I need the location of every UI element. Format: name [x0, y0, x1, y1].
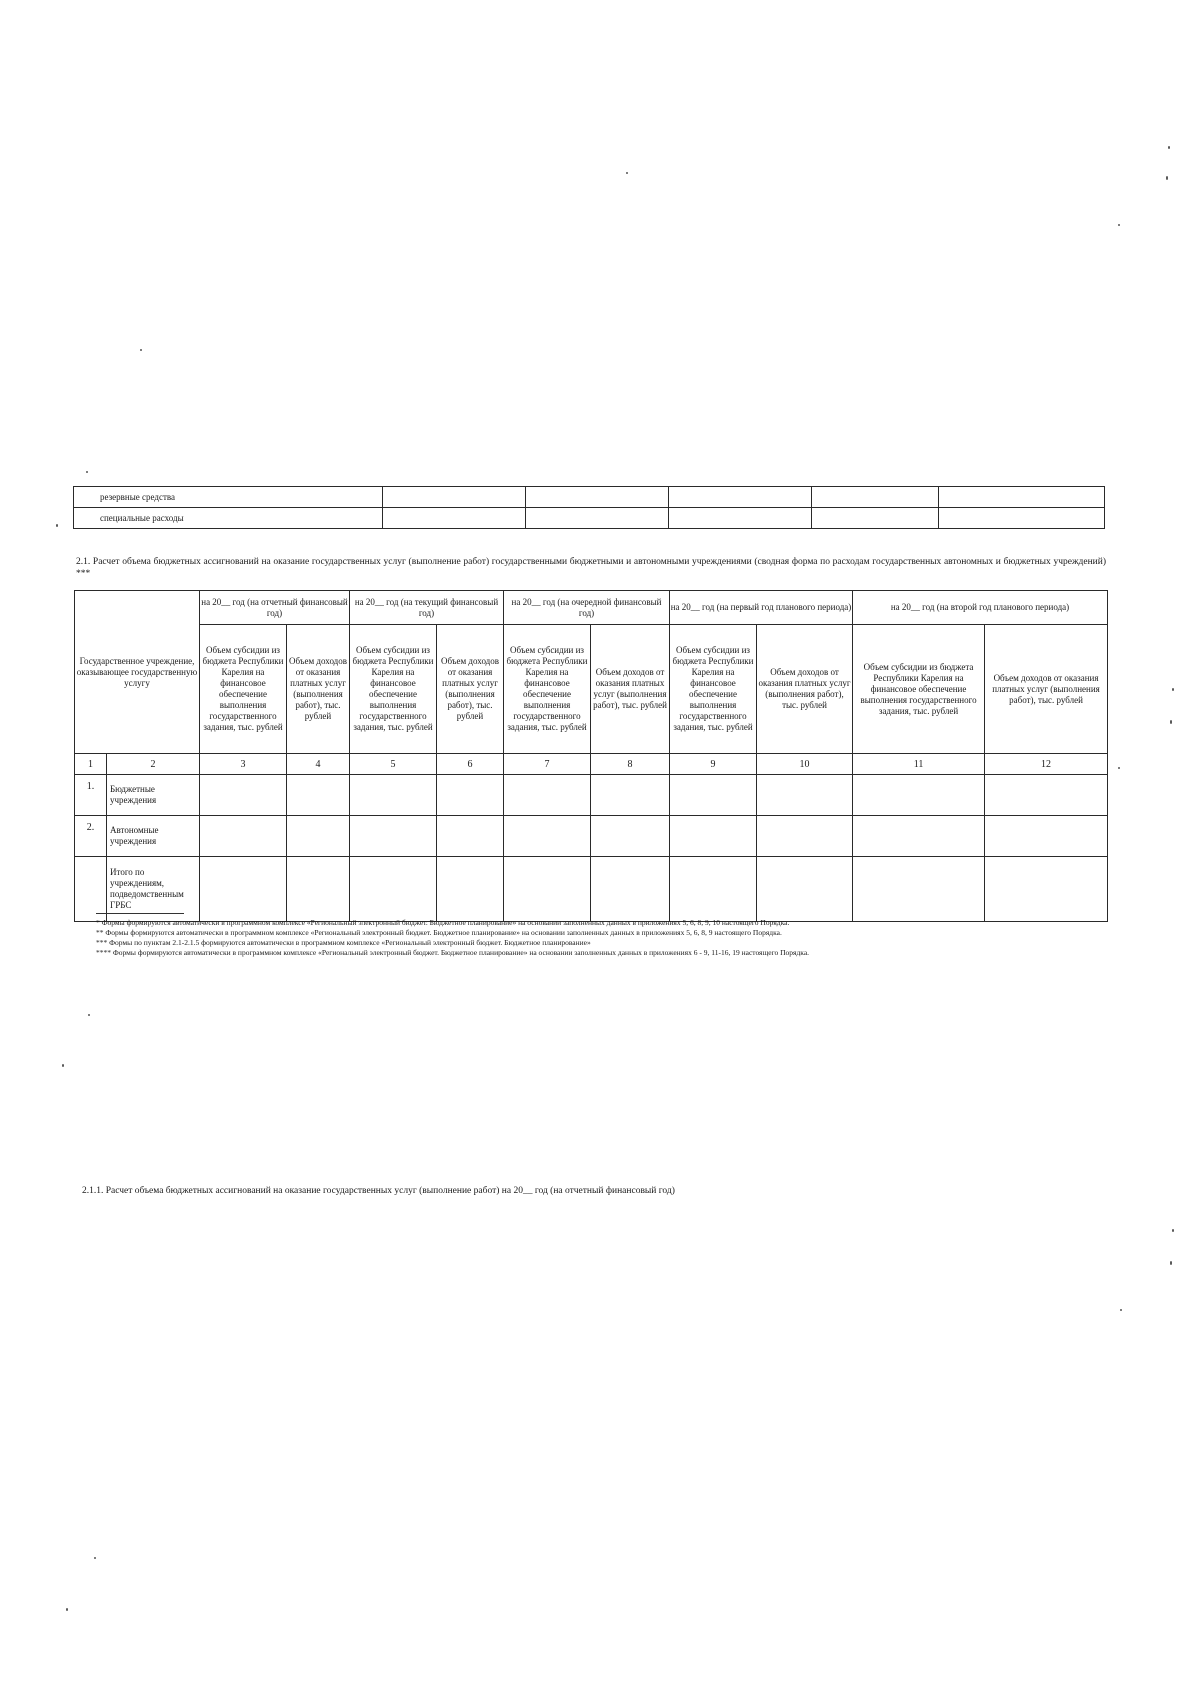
column-number: 2: [107, 754, 200, 775]
period-header: на 20__ год (на очередной финансовый год): [504, 591, 670, 625]
data-cell: [591, 857, 670, 922]
data-cell: [670, 775, 757, 816]
column-header: Объем субсидии из бюджета Республики Карелия на финансовое обеспечение выполнения государственного задания, тыс. рублей: [504, 625, 591, 754]
data-cell: [350, 775, 437, 816]
table-row: [74, 508, 1105, 529]
data-cell: [350, 857, 437, 922]
scan-speck: [140, 349, 142, 351]
row-label: специальные расходы: [74, 508, 383, 529]
period-header: на 20__ год (на первый год планового периода): [670, 591, 853, 625]
corner-header: Государственное учреждение, оказывающее государственную услугу: [75, 591, 200, 754]
data-cell: [504, 816, 591, 857]
footnotes: [96, 918, 809, 958]
data-cell: [200, 816, 287, 857]
data-cell: [853, 775, 985, 816]
row-number: 2.: [75, 816, 107, 857]
column-header: Объем субсидии из бюджета Республики Карелия на финансовое обеспечение выполнения государственного задания, тыс. рублей: [853, 625, 985, 754]
scan-speck: [1170, 720, 1172, 724]
scan-speck: [1172, 1229, 1174, 1232]
data-cell: [670, 816, 757, 857]
row-label: резервные средства: [74, 487, 383, 508]
empty-cell: [812, 508, 939, 529]
data-cell: [853, 816, 985, 857]
data-cell: [437, 775, 504, 816]
column-number: 9: [670, 754, 757, 775]
data-cell: [287, 816, 350, 857]
column-number: 5: [350, 754, 437, 775]
scan-speck: [1170, 1261, 1172, 1265]
scan-speck: [88, 1014, 90, 1016]
empty-cell: [939, 487, 1105, 508]
scan-speck: [1168, 146, 1170, 149]
scan-speck: [1172, 688, 1174, 691]
column-number: 7: [504, 754, 591, 775]
empty-cell: [669, 487, 812, 508]
data-cell: [757, 816, 853, 857]
period-header: на 20__ год (на текущий финансовый год): [350, 591, 504, 625]
period-header: на 20__ год (на отчетный финансовый год): [200, 591, 350, 625]
column-number: 11: [853, 754, 985, 775]
row-label: Итого по учреждениям, подведомственным ГРБС: [107, 857, 200, 922]
column-number: 12: [985, 754, 1108, 775]
column-number: 4: [287, 754, 350, 775]
row-number: [75, 857, 107, 922]
table-subheader-row: [75, 625, 1108, 754]
section-title: 2.1. Расчет объема бюджетных ассигнований на оказание государственных услуг (выполнение работ) государственными бюджетными и автономными учреждениями (сводная форма по расходам государственных автономных и бюджетных учреждений) ***: [76, 557, 1106, 579]
data-cell: [757, 857, 853, 922]
data-cell: [853, 857, 985, 922]
scan-speck: [1118, 767, 1120, 769]
column-number: 10: [757, 754, 853, 775]
data-cell: [200, 857, 287, 922]
scan-speck: [56, 524, 58, 527]
table-row: [75, 857, 1108, 922]
column-header: Объем субсидии из бюджета Республики Карелия на финансовое обеспечение выполнения государственного задания, тыс. рублей: [350, 625, 437, 754]
column-header: Объем доходов от оказания платных услуг (выполнения работ), тыс. рублей: [437, 625, 504, 754]
scan-speck: [66, 1608, 68, 1611]
column-header: Объем субсидии из бюджета Республики Карелия на финансовое обеспечение выполнения государственного задания, тыс. рублей: [670, 625, 757, 754]
data-cell: [437, 816, 504, 857]
column-header: Объем доходов от оказания платных услуг (выполнения работ), тыс. рублей: [287, 625, 350, 754]
subsection-title: 2.1.1. Расчет объема бюджетных ассигнований на оказание государственных услуг (выполнение работ) на 20__ год (на отчетный финансовый год): [82, 1186, 675, 1196]
empty-cell: [939, 508, 1105, 529]
data-cell: [985, 816, 1108, 857]
column-number: 8: [591, 754, 670, 775]
data-cell: [350, 816, 437, 857]
scan-speck: [1166, 176, 1168, 180]
data-cell: [670, 857, 757, 922]
data-cell: [287, 775, 350, 816]
scan-speck: [626, 172, 628, 174]
column-header: Объем доходов от оказания платных услуг (выполнения работ), тыс. рублей: [591, 625, 670, 754]
column-number: 1: [75, 754, 107, 775]
data-cell: [200, 775, 287, 816]
data-cell: [985, 857, 1108, 922]
table-row: [75, 775, 1108, 816]
scan-speck: [1118, 224, 1120, 226]
footnote: * Формы формируются автоматически в программном комплексе «Региональный электронный бюджет. Бюджетное планирование» на основании заполненных данных в приложениях 5, 6, 8, 9, 10 настоящего Порядка.: [96, 918, 790, 927]
period-header: на 20__ год (на второй год планового периода): [853, 591, 1108, 625]
data-cell: [437, 857, 504, 922]
data-cell: [287, 857, 350, 922]
column-number: 3: [200, 754, 287, 775]
empty-cell: [383, 487, 526, 508]
reserve-expenses-table: [73, 486, 1105, 529]
table-row: [75, 816, 1108, 857]
empty-cell: [526, 508, 669, 529]
column-header: Объем доходов от оказания платных услуг (выполнения работ), тыс. рублей: [985, 625, 1108, 754]
data-cell: [504, 775, 591, 816]
empty-cell: [526, 487, 669, 508]
scan-speck: [94, 1557, 96, 1559]
row-label: Автономные учреждения: [107, 816, 200, 857]
column-header: Объем доходов от оказания платных услуг (выполнения работ), тыс. рублей: [757, 625, 853, 754]
footnote-divider: [96, 913, 184, 914]
data-cell: [757, 775, 853, 816]
data-cell: [985, 775, 1108, 816]
column-number-row: [75, 754, 1108, 775]
data-cell: [591, 775, 670, 816]
scan-speck: [62, 1064, 64, 1067]
row-number: 1.: [75, 775, 107, 816]
row-label: Бюджетные учреждения: [107, 775, 200, 816]
footnote: *** Формы по пунктам 2.1-2.1.5 формируются автоматически в программном комплексе «Региональный электронный бюджет. Бюджетное планирование»: [96, 938, 591, 947]
scan-speck: [86, 471, 88, 473]
budget-allocation-table: [74, 590, 1108, 922]
empty-cell: [383, 508, 526, 529]
data-cell: [504, 857, 591, 922]
column-number: 6: [437, 754, 504, 775]
column-header: Объем субсидии из бюджета Республики Карелия на финансовое обеспечение выполнения государственного задания, тыс. рублей: [200, 625, 287, 754]
data-cell: [591, 816, 670, 857]
footnote: **** Формы формируются автоматически в программном комплексе «Региональный электронный бюджет. Бюджетное планирование» на основании заполненных данных в приложениях 6 - 9, 11-16, 19 настоящего Порядка.: [96, 948, 810, 957]
table-row: [74, 487, 1105, 508]
table-header-row: [75, 591, 1108, 625]
empty-cell: [812, 487, 939, 508]
footnote: ** Формы формируются автоматически в программном комплексе «Региональный электронный бюджет. Бюджетное планирование» на основании заполненных данных в приложениях 5, 6, 8, 9 настоящего Порядка.: [96, 928, 782, 937]
empty-cell: [669, 508, 812, 529]
scan-speck: [1120, 1309, 1122, 1311]
